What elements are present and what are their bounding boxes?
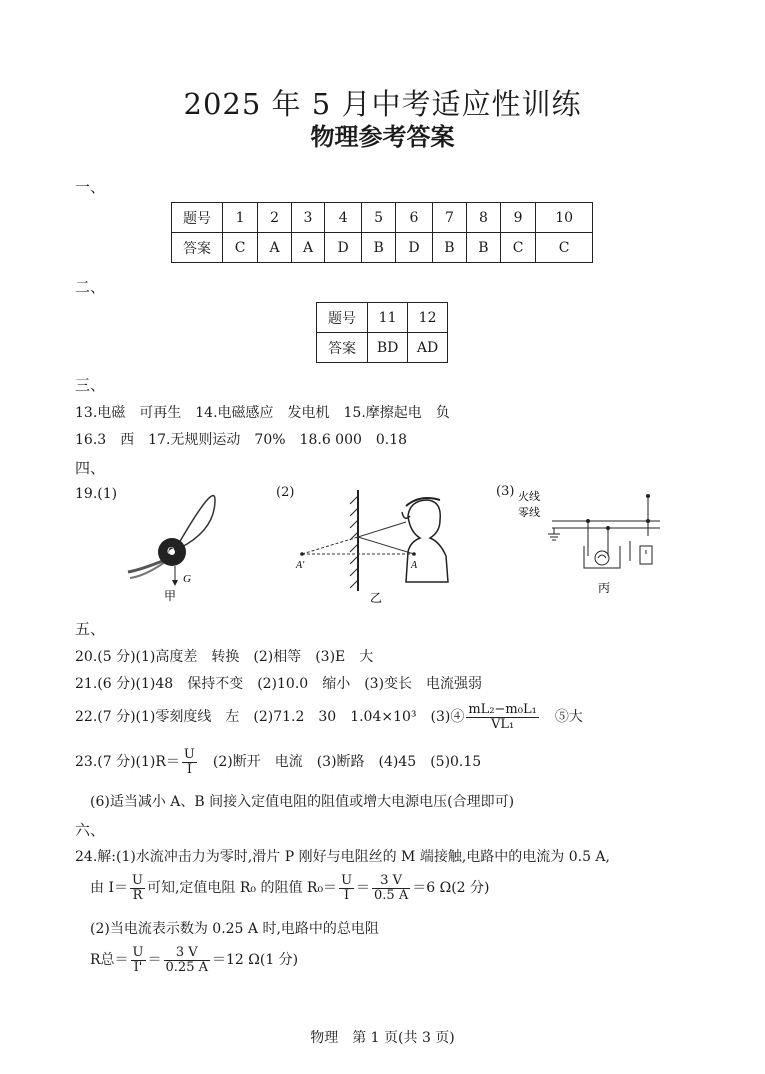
question-number-cell: 1 bbox=[223, 203, 258, 233]
page-title: 2025 年 5 月中考适应性训练 bbox=[183, 87, 582, 121]
fraction bbox=[131, 946, 146, 974]
question-number-cell: 7 bbox=[432, 203, 466, 233]
frac-numerator: U bbox=[183, 747, 195, 762]
page-footer: 物理 第 1 页(共 3 页) bbox=[310, 1030, 455, 1046]
fig-yi-label: 乙 bbox=[370, 591, 383, 605]
live-wire-label: 火线 bbox=[518, 490, 540, 503]
frac-denominator: 0.25 A bbox=[165, 959, 208, 975]
q23-fraction bbox=[182, 748, 197, 776]
frac-denominator: I' bbox=[133, 959, 143, 975]
answer-cell: B bbox=[466, 233, 500, 263]
q24-line2 bbox=[90, 874, 489, 902]
question-number-cell: 11 bbox=[368, 303, 408, 333]
q22-fraction bbox=[466, 703, 538, 731]
section-1-label: 一、 bbox=[75, 178, 106, 196]
fraction bbox=[339, 874, 354, 902]
q24-text: ＝6 Ω(2 分) bbox=[412, 880, 490, 897]
neutral-wire-label: 零线 bbox=[518, 506, 540, 519]
answer-cell: A bbox=[258, 233, 291, 263]
question-number-cell: 9 bbox=[500, 203, 535, 233]
frac-numerator: U bbox=[132, 945, 144, 960]
frac-numerator: U bbox=[131, 873, 143, 888]
question-number-cell: 8 bbox=[466, 203, 500, 233]
q23-tail: (2)断开 电流 (3)断路 (4)45 (5)0.15 bbox=[212, 754, 482, 771]
q24-text: R总＝ bbox=[90, 952, 129, 969]
section-3-label: 三、 bbox=[75, 376, 106, 394]
answer-cell: C bbox=[536, 233, 593, 263]
frac-numerator: U bbox=[341, 873, 353, 888]
fig-o-label: O bbox=[167, 546, 175, 557]
section-5-label: 五、 bbox=[75, 620, 106, 638]
fig-bing-label: 丙 bbox=[598, 581, 611, 595]
answer-cell: C bbox=[223, 233, 258, 263]
answers-16-18: 16.3 西 17.无规则运动 70% 18.6 000 0.18 bbox=[75, 432, 408, 448]
frac-denominator: VL₁ bbox=[490, 716, 515, 732]
q20-answer: 20.(5 分)(1)高度差 转换 (2)相等 (3)E 大 bbox=[75, 649, 374, 665]
q22-text: 22.(7 分)(1)零刻度线 左 (2)71.2 30 1.04×10³ (3)④ bbox=[75, 709, 465, 726]
fig-g-label: G bbox=[183, 573, 191, 585]
q24-text: 由 I＝ bbox=[90, 880, 128, 897]
q24-text: ＝ bbox=[356, 880, 371, 897]
answers-13-15: 13.电磁 可再生 14.电磁感应 发电机 15.摩擦起电 负 bbox=[75, 405, 450, 421]
q24-line4 bbox=[90, 946, 298, 974]
fig-3-number: (3) bbox=[496, 484, 515, 499]
frac-denominator: I bbox=[343, 887, 350, 903]
answer-cell: C bbox=[500, 233, 535, 263]
q21-answer: 21.(6 分)(1)48 保持不变 (2)10.0 缩小 (3)变长 电流强弱 bbox=[75, 676, 483, 692]
fig-jia-label: 甲 bbox=[164, 589, 177, 603]
q22-tail: ⑤大 bbox=[554, 709, 583, 726]
socket-icon bbox=[640, 546, 652, 564]
fig-2-number: (2) bbox=[276, 485, 295, 500]
fig-a-prime-label: A' bbox=[296, 560, 305, 571]
q22-answer bbox=[75, 703, 583, 731]
answer-cell: B bbox=[432, 233, 466, 263]
question-number-cell: 2 bbox=[258, 203, 291, 233]
fraction bbox=[372, 874, 410, 902]
q23-answer bbox=[75, 748, 481, 776]
q19-label: 19.(1) bbox=[75, 486, 118, 502]
fraction bbox=[130, 874, 145, 902]
frac-numerator: mL₂−m₀L₁ bbox=[468, 702, 537, 717]
section-4-label: 四、 bbox=[75, 459, 106, 477]
question-number-cell: 6 bbox=[396, 203, 433, 233]
question-number-cell: 4 bbox=[325, 203, 362, 233]
question-number-cell: 5 bbox=[362, 203, 396, 233]
fraction bbox=[164, 946, 210, 974]
question-number-cell: 3 bbox=[291, 203, 324, 233]
figure-bing bbox=[510, 486, 670, 601]
answer-table-1 bbox=[171, 202, 593, 263]
answer-cell: BD bbox=[368, 333, 408, 363]
q24-line3: (2)当电流表示数为 0.25 A 时,电路中的总电阻 bbox=[90, 921, 379, 937]
section-2-label: 二、 bbox=[75, 278, 106, 296]
q23-answer-line2: (6)适当减小 A、B 间接入定值电阻的阻值或增大电源电压(合理即可) bbox=[90, 794, 515, 810]
table-head-label: 题号 bbox=[172, 203, 223, 233]
answer-table-2 bbox=[316, 302, 448, 363]
q24-text: 可知,定值电阻 R₀ 的阻值 R₀＝ bbox=[146, 880, 338, 897]
figure-yi bbox=[290, 486, 460, 606]
table-head-label: 题号 bbox=[317, 303, 368, 333]
frac-denominator: 0.5 A bbox=[374, 887, 409, 903]
page-subtitle: 物理参考答案 bbox=[310, 122, 455, 151]
frac-numerator: 3 V bbox=[372, 874, 410, 889]
answer-cell: D bbox=[325, 233, 362, 263]
frac-denominator: I bbox=[186, 761, 192, 777]
frac-denominator: R bbox=[132, 887, 143, 903]
section-6-label: 六、 bbox=[75, 821, 106, 839]
question-number-cell: 10 bbox=[536, 203, 593, 233]
table-answer-label: 答案 bbox=[172, 233, 223, 263]
figure-jia bbox=[120, 490, 230, 605]
q23-text: 23.(7 分)(1)R＝ bbox=[75, 754, 180, 771]
table-answer-label: 答案 bbox=[317, 333, 368, 363]
answer-cell: B bbox=[362, 233, 396, 263]
answer-cell: AD bbox=[408, 333, 448, 363]
lamp-icon bbox=[595, 551, 609, 565]
q24-line1: 24.解:(1)水流冲击力为零时,滑片 P 刚好与电阻丝的 M 端接触,电路中的电流为 0.5 A, bbox=[75, 849, 610, 865]
frac-numerator: 3 V bbox=[164, 946, 210, 961]
gravity-arrow-icon bbox=[172, 580, 178, 586]
q24-text: ＝12 Ω(1 分) bbox=[211, 952, 299, 969]
answer-cell: D bbox=[396, 233, 433, 263]
question-number-cell: 12 bbox=[408, 303, 448, 333]
fig-a-label: A bbox=[411, 560, 418, 571]
q24-text: ＝ bbox=[147, 952, 162, 969]
answer-cell: A bbox=[291, 233, 324, 263]
